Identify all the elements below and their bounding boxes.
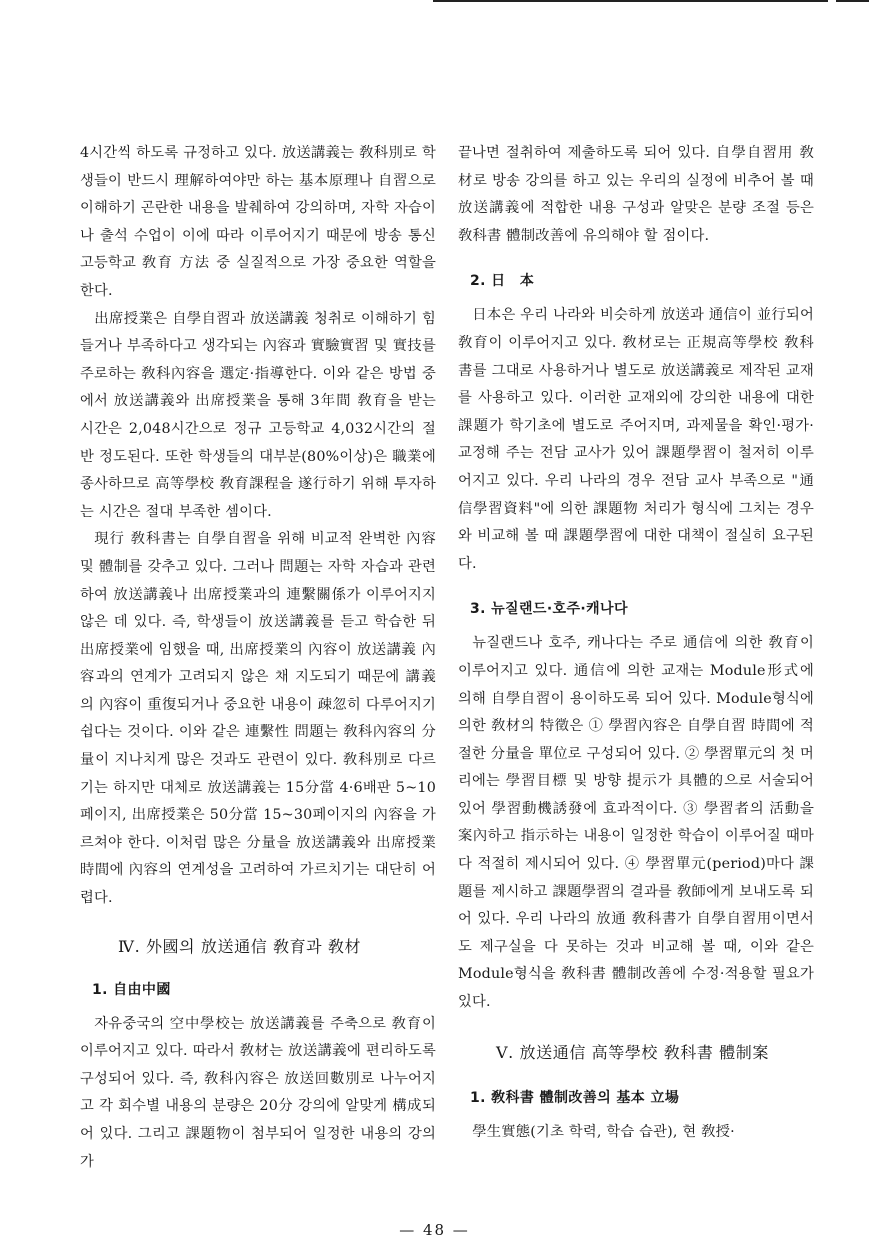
header-rule	[433, 0, 828, 2]
header-rule-short	[836, 0, 869, 2]
subsection-free-china-heading: 1. 自由中國	[92, 981, 171, 998]
left-paragraph-3: 現行 敎科書는 自學自習을 위해 비교적 완벽한 內容 및 體制를 갖추고 있다. 그러나 問題는 자학 자습과 관련하여 放送講義나 出席授業과의 連繫關係가 이루어지지 않은 데 있다. 즉, 학생들이 放送講義를 듣고 학습한 뒤 出席授業에 임했을 때, 出席授業의 內容이 放送講義 內容과의 연계가 고려되지 않은 채 지도되기 때문에 講義의 內容이 重復되거나 중요한 내용이 疎忽히 다루어지기 쉽다는 것이다. 이와 같은 連繫性 問題는 敎科內容의 分量이 지나치게 많은 것과도 관련이 있다. 敎科別로 다르기는 하지만 대체로 放送講義는 15分當 4·6배판 5~10페이지, 出席授業은 50分當 15~30페이지의 內容을 가르쳐야 한다. 이처럼 많은 分量을 放送講義와 出席授業時間에 內容의 연계성을 고려하여 가르치기는 대단히 어렵다.	[80, 531, 436, 907]
page-number: — 48 —	[399, 1221, 470, 1239]
section-4-heading: Ⅳ. 外國의 放送通信 敎育과 敎材	[118, 936, 362, 956]
right-paragraph-3: 뉴질랜드나 호주, 캐나다는 주로 通信에 의한 敎育이 이루어지고 있다. 通信에 의한 교재는 Module形式에 의해 自學自習이 용이하도록 되어 있다. Module형식에 의한 敎材의 特徵은 ① 學習內容은 自學自習 時間에 적절한 分量을 單位로 구성되어 있다. ② 學習單元의 첫 머리에는 學習目標 및 방향 提示가 具體的으로 서술되어 있어 學習動機誘發에 효과적이다. ③ 學習者의 活動을 案內하고 指示하는 내용이 일정한 학습이 이루어질 때마다 적절히 제시되어 있다. ④ 學習單元(period)마다 課題를 제시하고 課題學習의 결과를 敎師에게 보내도록 되어 있다. 우리 나라의 放通 敎科書가 自學自習用이면서도 제구실을 다 못하는 것과 비교해 볼 때, 이와 같은 Module형식을 敎科書 體制改善에 수정·적용할 필요가 있다.	[458, 635, 814, 1011]
right-paragraph-2: 日本은 우리 나라와 비슷하게 放送과 通信이 並行되어 敎育이 이루어지고 있다. 敎材로는 正規高等學校 敎科書를 그대로 사용하거나 별도로 放送講義로 제작된 교재를 사용하고 있다. 이러한 교재외에 강의한 내용에 대한 課題가 학기초에 별도로 주어지며, 과제물을 확인·평가·교정해 주는 전담 교사가 있어 課題學習이 철저히 이루어지고 있다. 우리 나라의 경우 전담 교사 부족으로 "通信學習資料"에 의한 課題物 처리가 형식에 그치는 경우와 비교해 볼 때 課題學習에 대한 대책이 절실히 요구된다.	[458, 307, 814, 572]
left-column	[80, 140, 436, 1176]
right-column	[458, 140, 814, 1146]
subsection-nz-australia-canada-heading: 3. 뉴질랜드·호주·캐나다	[470, 601, 628, 618]
section-5-heading: Ⅴ. 放送通信 高等學校 敎科書 體制案	[496, 1042, 769, 1062]
subsection-japan-heading: 2. 日 本	[470, 273, 535, 290]
left-paragraph-1: 4시간씩 하도록 규정하고 있다. 放送講義는 敎科別로 학생들이 반드시 理解하여야만 하는 基本原理나 自習으로 이해하기 곤란한 내용을 발췌하여 강의하며, 자학 자습이나 출석 수업이 이에 따라 이루어지기 때문에 방송 통신 고등학교 敎育 方法 중 실질적으로 가장 중요한 역할을 한다.	[80, 145, 436, 299]
right-paragraph-1: 끝나면 절취하여 제출하도록 되어 있다. 自學自習用 敎材로 방송 강의를 하고 있는 우리의 실정에 비추어 볼 때 放送講義에 적합한 내용 구성과 알맞은 분량 조절 등은 敎科書 體制改善에 유의해야 할 점이다.	[458, 145, 814, 244]
right-paragraph-4: 學生實態(기초 학력, 학습 습관), 현 敎授·	[472, 1123, 735, 1140]
subsection-basic-stance-heading: 1. 敎科書 體制改善의 基本 立場	[470, 1089, 680, 1106]
left-paragraph-2: 出席授業은 自學自習과 放送講義 청취로 이해하기 힘들거나 부족하다고 생각되는 內容과 實驗實習 및 實技를 주로하는 敎科內容을 選定·指導한다. 이와 같은 방법 중에서 放送講義와 出席授業을 통해 3年間 敎育을 받는 시간은 2,048시간으로 정규 고등학교 4,032시간의 절반 정도된다. 또한 학생들의 대부분(80%이상)은 職業에 종사하므로 高等學校 敎育課程을 遂行하기 위해 투자하는 시간은 절대 부족한 셈이다.	[80, 310, 436, 520]
left-paragraph-4: 자유중국의 空中學校는 放送講義를 주축으로 敎育이 이루어지고 있다. 따라서 敎材는 放送講義에 편리하도록 구성되어 있다. 즉, 敎科內容은 放送回數別로 나누어지고 각 회수별 내용의 분량은 20分 강의에 알맞게 構成되어 있다. 그리고 課題物이 첨부되어 일정한 내용의 강의가	[80, 1015, 436, 1170]
